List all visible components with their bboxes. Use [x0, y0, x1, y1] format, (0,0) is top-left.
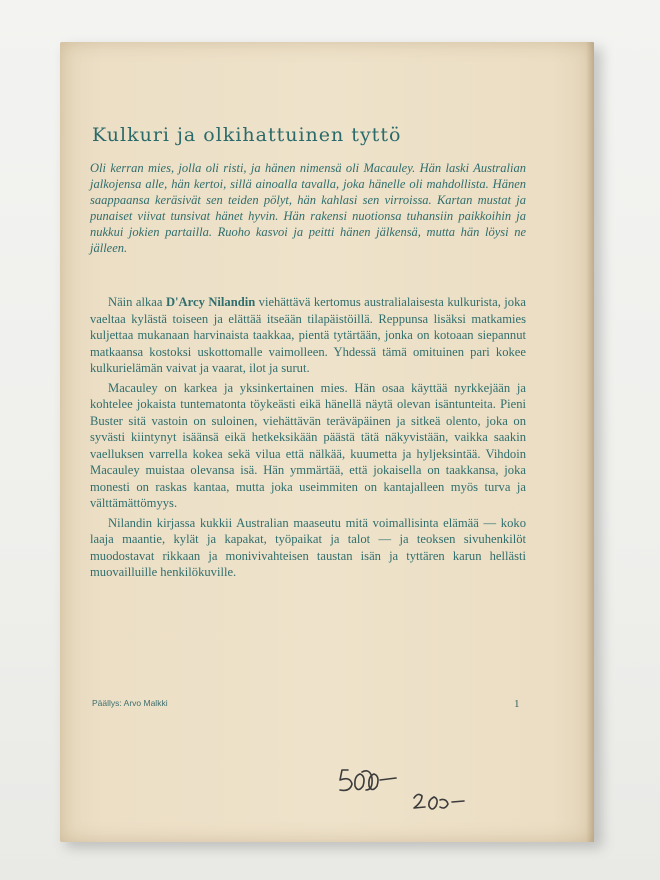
blurb-paragraph-2: Macauley on karkea ja yksinkertainen mies. Hän osaa käyttää nyrkkejään ja kohtelee jokaista tuntematonta töykeästi eikä hänellä näytä olevan isäntunteita. Pieni Buster sitä vastoin on suloinen, viehättävän teräväpäinen ja sitkeä olento, joka on syvästi kiintynyt isäänsä eikä hetkeksikään päästä tätä näkyvistään, vaikka saakin vaelluksen varrella kokea sekä vilua että nälkää, kuumetta ja hyljeksintää. Vihdoin Macauley muistaa olevansa isä. Hän ymmärtää, että jokaisella on taakkansa, joka monesti on raskas kantaa, mutta joka useimmiten on kantajalleen myös turva ja välttämättömyys.	[90, 380, 526, 510]
blurb-body	[90, 294, 526, 584]
intro-paragraph: Oli kerran mies, jolla oli risti, ja hänen nimensä oli Macauley. Hän laski Australian jalkojensa alle, hän kertoi, sillä ainoalla tavalla, joka hänelle oli mahdollista. Hänen saappaansa keräsivät sen teiden pölyt, hän kahlasi sen virroissa. Kartan mustat ja punaiset viivat tunsivat hänet hyvin. Hän rakensi nuotionsa tuhansiin paikkoihin ja nukkui jokien partailla. Ruoho kasvoi ja peitti hänen jälkensä, mutta hän löysi ne jälleen.	[90, 161, 526, 255]
p1-lead: Näin alkaa	[108, 295, 166, 309]
author-name: D'Arcy Nilandin	[165, 295, 256, 309]
blurb-paragraph-1	[90, 294, 526, 377]
handwritten-price-marks	[330, 750, 510, 820]
blurb-paragraph-3: Nilandin kirjassa kukkii Australian maaseutu mitä voimallisinta elämää — koko laaja maantie, kylät ja kapakat, työpaikat ja talot — ja teoksen sivuhenkilöt muodostavat rikkaan ja monivivahteisen taustan isän ja tyttären karun hellästi muovailluille henkilökuville.	[90, 515, 526, 579]
cover-credit: Päällys: Arvo Malkki	[92, 698, 168, 708]
p1-rest: viehättävä kertomus australialaisesta kulkurista, joka vaeltaa kylästä toiseen ja elättää itseään tilapäistöillä. Reppunsa lisäksi matkamies kuljettaa mukanaan harvinaista taakkaa, pientä tytärtään, jonka on kotoaan siepannut matkaansa kostoksi uskottomalle vaimolleen. Yhdessä tämä omituinen pari kokee kulkurielämän vaivat ja vaarat, ilot ja surut.	[90, 295, 526, 375]
page-number: 1	[514, 698, 520, 710]
spine-edge	[586, 42, 594, 842]
book-title: Kulkuri ja olkihattuinen tyttö	[92, 124, 402, 146]
